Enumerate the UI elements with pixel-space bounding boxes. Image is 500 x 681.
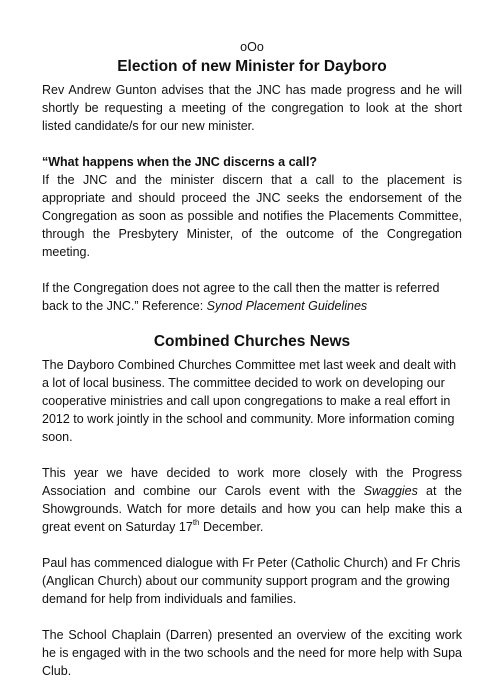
section-separator: oOo — [240, 40, 264, 54]
swaggies-name: Swaggies — [363, 484, 418, 498]
date-ordinal-suffix: th — [192, 517, 200, 527]
carols-paragraph — [42, 464, 462, 536]
jnc-question-heading: “What happens when the JNC discerns a call? — [42, 155, 318, 169]
dialogue-paragraph: Paul has commenced dialogue with Fr Peter (Catholic Church) and Fr Chris (Anglican Church) about our community support program and the growing demand for help from individuals and families. — [42, 556, 461, 606]
carols-text-a: This year we have decided to work more closely with the Progress Association and combine our Carols event with the — [42, 466, 462, 498]
combined-churches-section — [42, 333, 462, 680]
disagree-paragraph — [42, 279, 462, 315]
churches-committee-paragraph: The Dayboro Combined Churches Committee met last week and dealt with a lot of local business. The committee decided to work on developing our cooperative ministries and call upon congregations to make a real effort in 2012 to work jointly in the school and community. More information coming soon. — [42, 358, 457, 444]
chaplain-paragraph: The School Chaplain (Darren) presented an overview of the exciting work he is engaged with in the two schools and the need for more help with Supa Club. — [42, 628, 462, 678]
carols-text-c: December. — [199, 520, 264, 534]
carols-text-b: at the Showgrounds. Watch for more details and how you can help make this a great event on Saturday 17 — [42, 484, 462, 534]
reference-title: Synod Placement Guidelines — [206, 299, 368, 313]
disagree-text: If the Congregation does not agree to the call then the matter is referred back to the JNC.” Reference: — [42, 281, 440, 313]
combined-churches-heading: Combined Churches News — [153, 333, 351, 350]
election-intro-paragraph: Rev Andrew Gunton advises that the JNC has made progress and he will shortly be requesting a meeting of the congregation to look at the short listed candidate/s for our new minister. — [42, 83, 462, 133]
newsletter-page — [42, 40, 462, 680]
jnc-answer-paragraph: If the JNC and the minister discern that a call to the placement is appropriate and should proceed the JNC seeks the endorsement of the Congregation as soon as possible and notifies the Placements Committee, through the Presbytery Minister, of the outcome of the Congregation meeting. — [42, 173, 462, 259]
election-heading: Election of new Minister for Dayboro — [117, 58, 387, 75]
